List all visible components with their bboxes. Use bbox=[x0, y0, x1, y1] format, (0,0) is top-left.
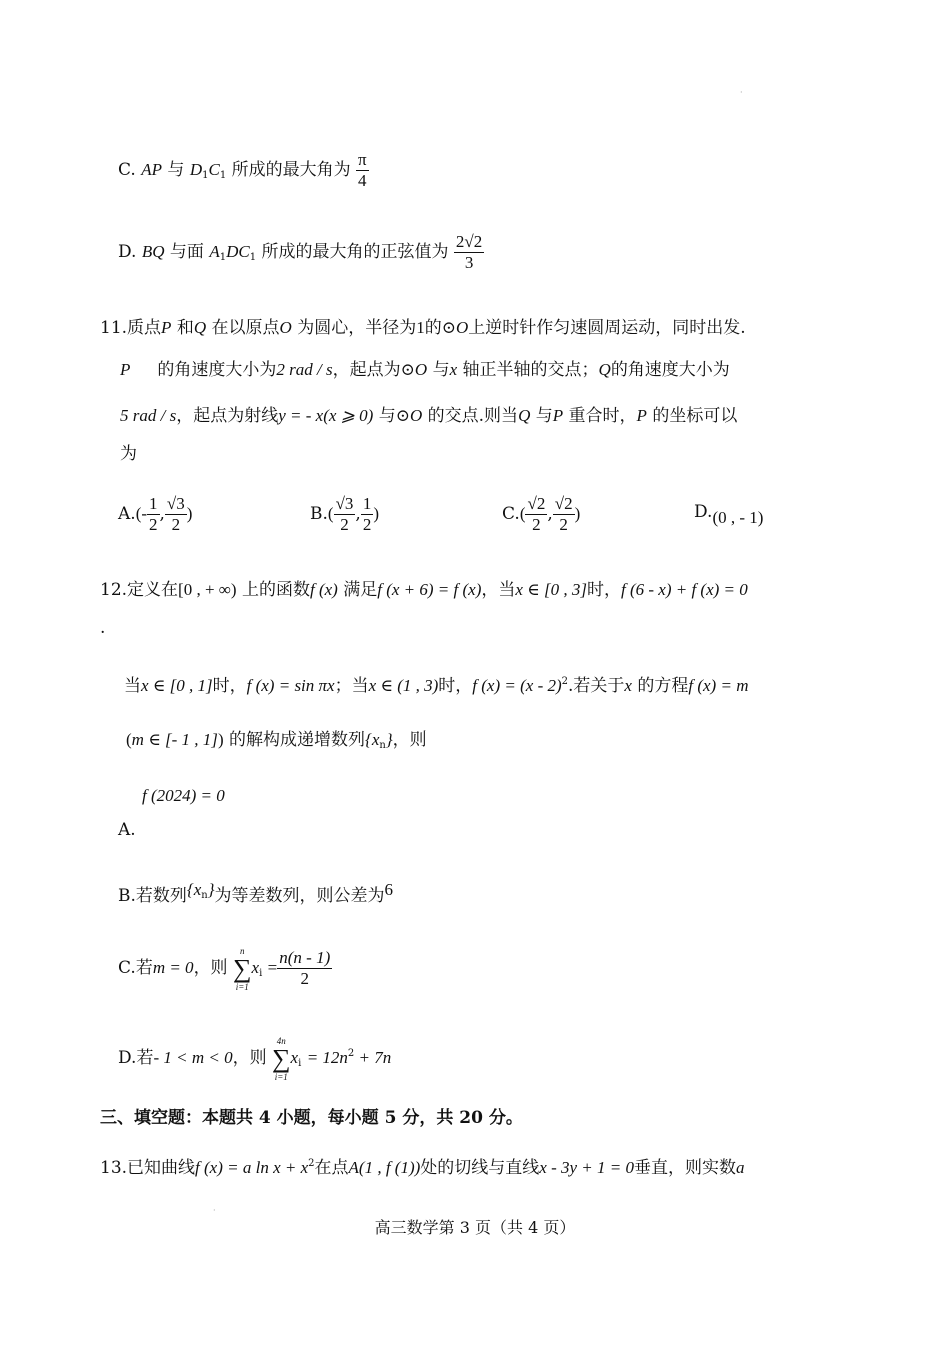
q12-option-b: B.若数列$\{x_n\}$为等差数列，则公差为6 bbox=[118, 880, 394, 906]
q11-option-d: D.(0 , - 1) bbox=[694, 502, 764, 527]
q12-line-2: 当x ∈ [0 , 1]时，f (x) = sin πx；当x ∈ (1 , 3)时，f (x) = (x - 2)$^2$.若关于x 的方程f (x) = m bbox=[124, 676, 749, 696]
scan-speck: · bbox=[740, 88, 743, 97]
q12-option-a-expr: f (2024) = 0 bbox=[142, 786, 225, 805]
q11-option-b: B.( $\frac{√3}{2}$ , $\frac{1}{2}$ ) bbox=[310, 494, 379, 534]
fraction-2root2-over-3: $\frac{2√2}{3}$ bbox=[455, 232, 483, 272]
section-3-heading: 三、填空题：本题共 4 小题，每小题 5 分，共 20 分。 bbox=[100, 1108, 523, 1128]
q11-line-2: P 的角速度大小为2 rad / s，起点为⊙O 与x 轴正半轴的交点；Q的角速度大小为 bbox=[120, 360, 730, 380]
q11-line-1: 11.质点P 和Q 在以原点O 为圆心，半径为1的⊙O上逆时针作匀速圆周运动，同时出发. bbox=[100, 318, 746, 338]
q12-option-c: C.若m = 0，则 n ∑ i=1 $x_i$ = $\frac{n(n - 1)}{2}$ bbox=[118, 945, 331, 992]
q12-option-a-label: A. bbox=[118, 820, 136, 840]
q10-option-d: D. BQ 与面 $A_1DC_1$ 所成的最大角的正弦值为 $\frac{2√2}{3}$ bbox=[118, 232, 483, 272]
q12-line-1: 12.定义在[0 , + ∞) 上的函数f (x) 满足f (x + 6) = f (x)，当x ∈ [0 , 3]时，f (6 - x) + f (x) = 0 bbox=[100, 580, 748, 600]
q10-option-c: C. AP 与 $D_1C_1$ 所成的最大角为 $\frac{\pi}{4}$ bbox=[118, 150, 367, 190]
fraction-pi-over-4: $\frac{\pi}{4}$ bbox=[358, 150, 367, 190]
summation-sign: n ∑ i=1 bbox=[232, 945, 252, 992]
q11-line-3: 5 rad / s，起点为射线y = - x(x ⩾ 0) 与⊙O 的交点.则当Q 与P 重合时，P 的坐标可以 bbox=[120, 406, 738, 426]
scan-speck: · bbox=[213, 1206, 216, 1215]
q12-line-1-period: . bbox=[100, 618, 106, 638]
q12-line-3: (m ∈ [- 1 , 1]) 的解构成递增数列$\{x_n\}$，则 bbox=[126, 730, 427, 751]
q11-option-a: A.(- $\frac{1}{2}$ , $\frac{√3}{2}$ ) bbox=[118, 494, 193, 534]
q11-option-c: C.( $\frac{√2}{2}$ , $\frac{√2}{2}$ ) bbox=[502, 494, 581, 534]
q13-line-1: 13.已知曲线f (x) = a $\ln x + x^2$在点A(1 , f (1))处的切线与直线x - 3y + 1 = 0垂直，则实数a bbox=[100, 1158, 745, 1178]
page-footer: 高三数学第 3 页（共 4 页） bbox=[374, 1218, 576, 1237]
summation-sign: 4n ∑ i=1 bbox=[271, 1035, 291, 1082]
q11-line-4: 为 bbox=[120, 444, 137, 464]
q12-option-d: D.若- 1 < m < 0，则 4n ∑ i=1 $x_i = 12n^2 + 7n$ bbox=[118, 1035, 392, 1082]
